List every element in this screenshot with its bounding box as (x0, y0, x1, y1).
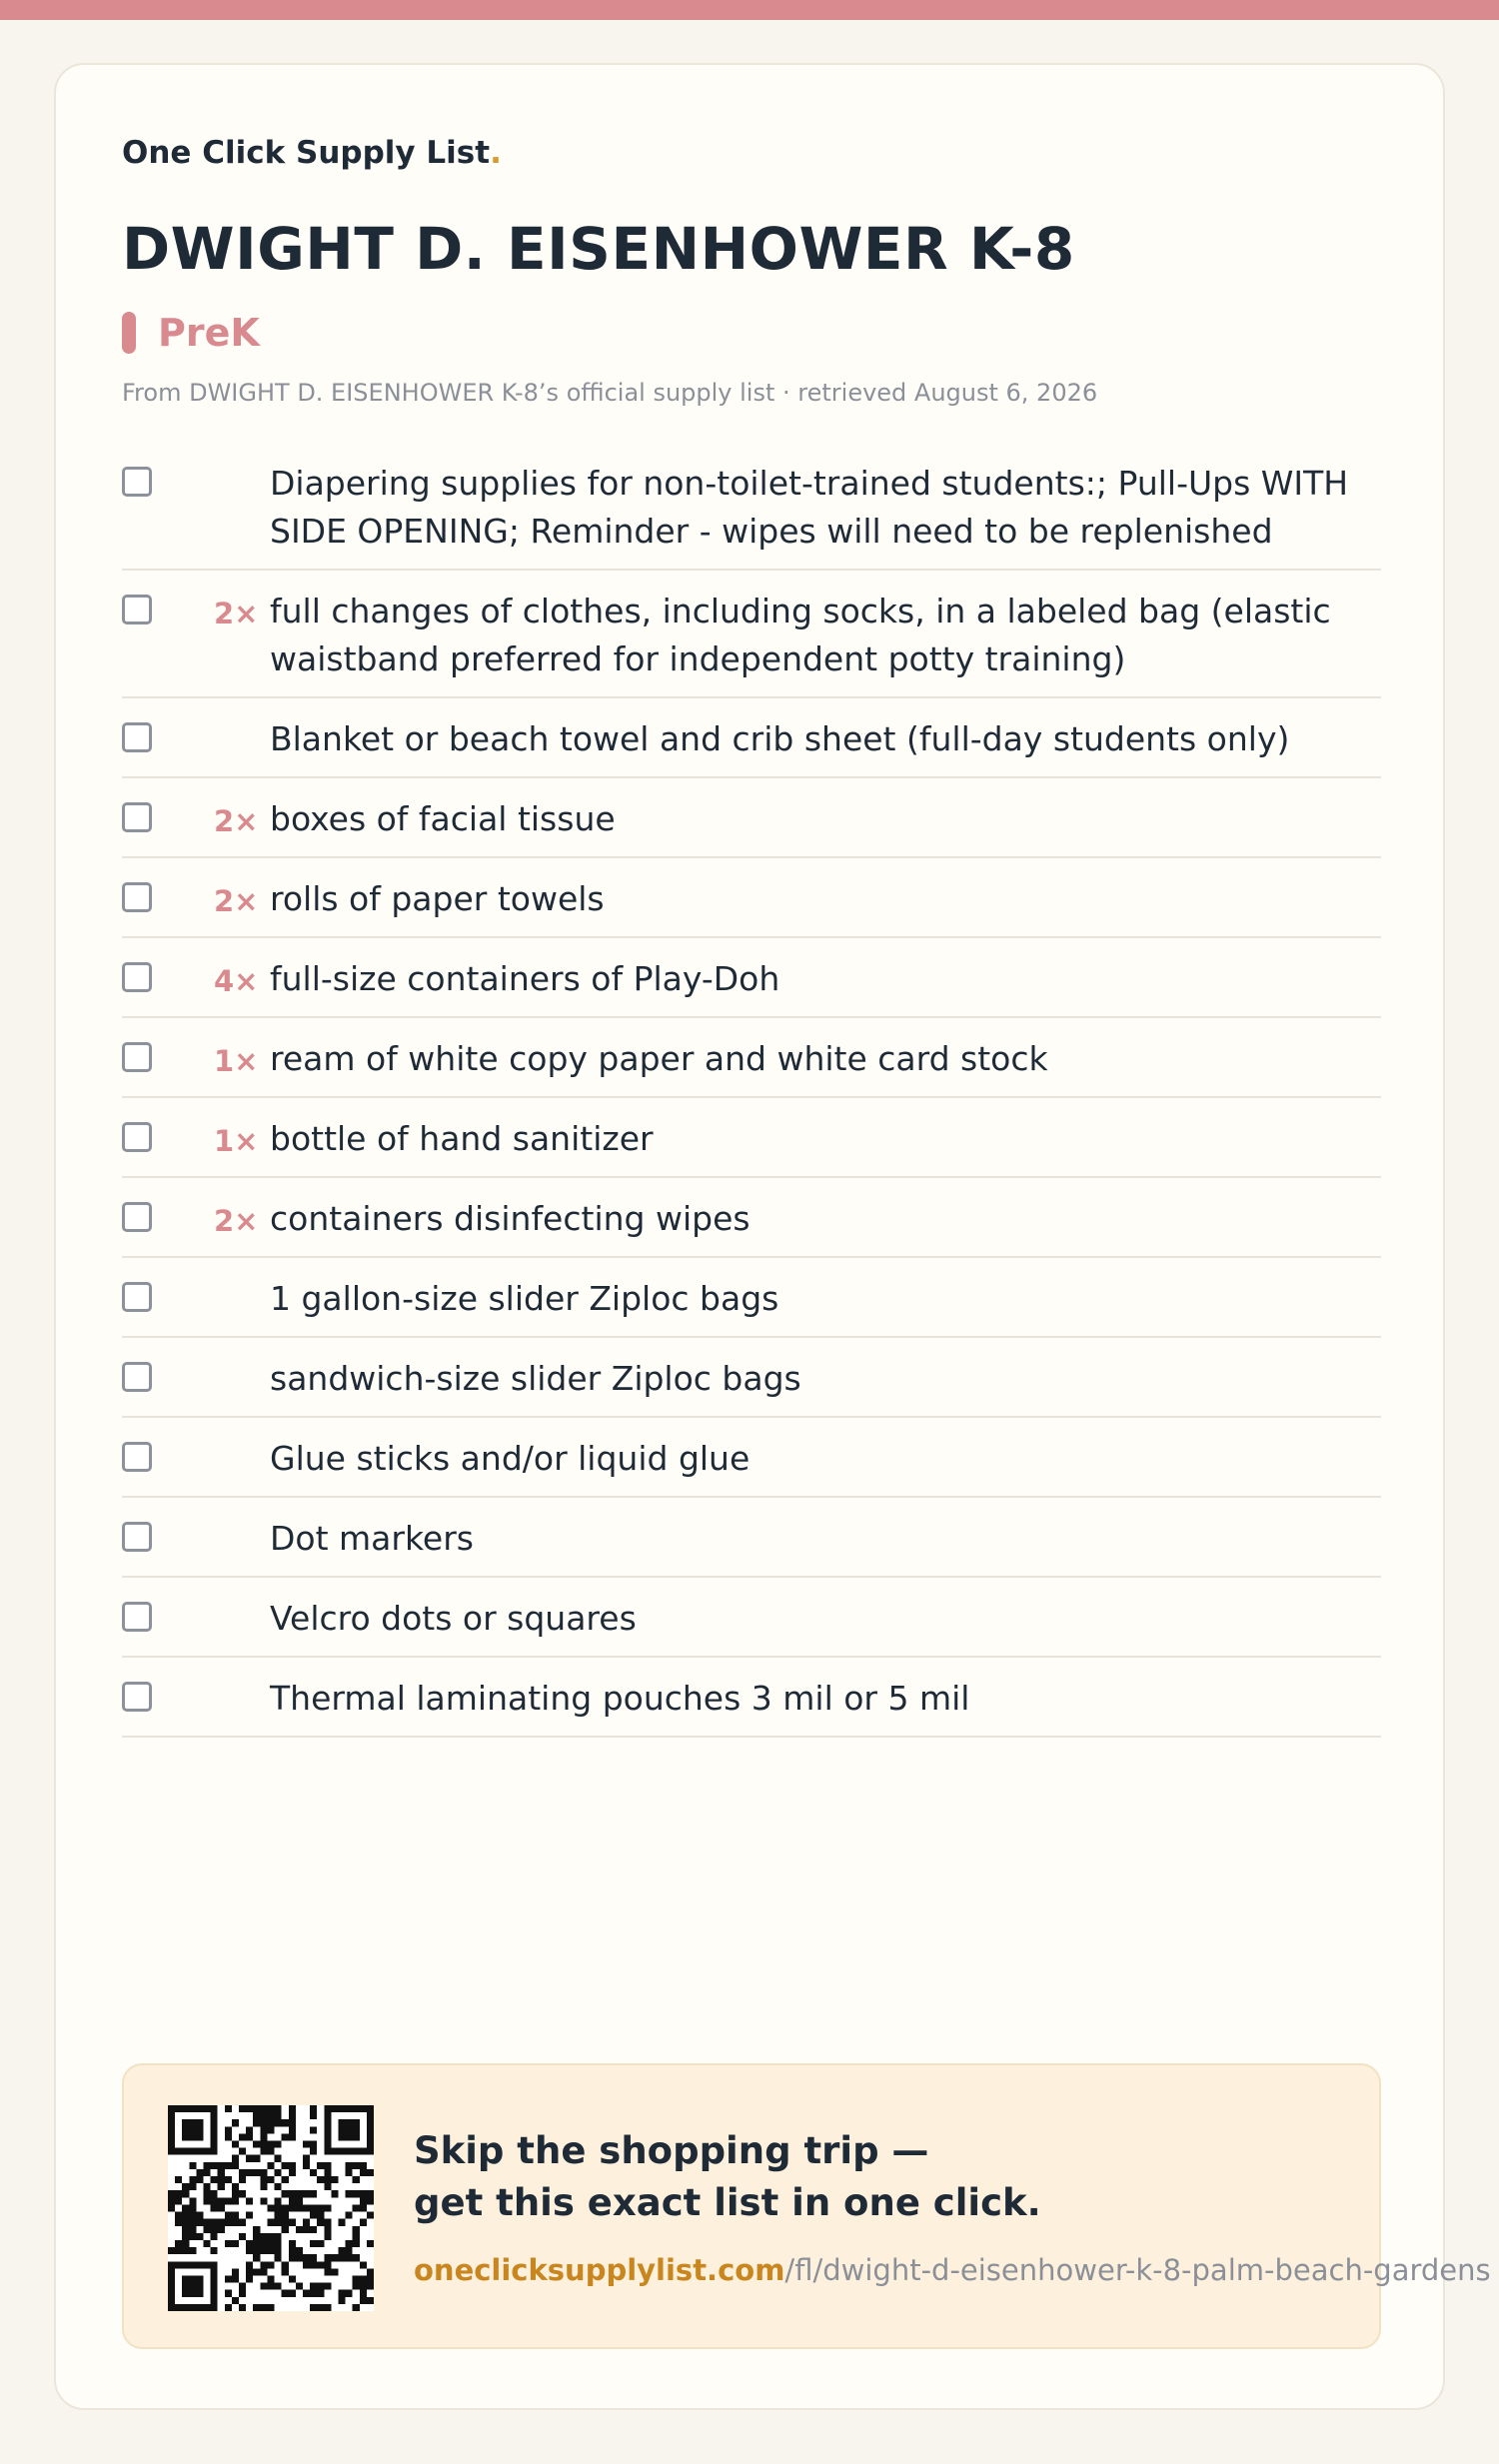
item-text: Velcro dots or squares (270, 1599, 637, 1638)
item-text: ream of white copy paper and white card stock (270, 1039, 1048, 1078)
item-checkbox[interactable] (122, 1042, 152, 1072)
item-quantity: 2× (214, 804, 259, 838)
promo-box (122, 2063, 1491, 2349)
item-checkbox[interactable] (122, 595, 152, 624)
item-text: Thermal laminating pouches 3 mil or 5 mil (270, 1679, 970, 1718)
brand-name: One Click Supply List (122, 135, 491, 171)
item-text: Blanket or beach towel and crib sheet (full-day students only) (270, 719, 1290, 758)
promo-line-2: get this exact list in one click. (414, 2181, 1041, 2224)
list-item (122, 938, 1381, 1018)
item-text: Glue sticks and/or liquid glue (270, 1439, 750, 1478)
list-item (122, 1178, 1381, 1258)
brand-dot: . (490, 135, 502, 171)
item-checkbox[interactable] (122, 1362, 152, 1392)
list-item (122, 1338, 1381, 1418)
brand-logo[interactable] (122, 135, 502, 171)
item-checkbox[interactable] (122, 1682, 152, 1712)
list-item (122, 778, 1381, 858)
list-item (122, 1018, 1381, 1098)
list-item (122, 1578, 1381, 1658)
item-text: rolls of paper towels (270, 879, 605, 918)
school-title: DWIGHT D. EISENHOWER K-8 (122, 215, 1075, 283)
grade-tag (122, 311, 260, 355)
item-checkbox[interactable] (122, 1202, 152, 1232)
supply-item-list (122, 443, 1381, 1738)
grade-label: PreK (158, 311, 260, 355)
list-item (122, 1258, 1381, 1338)
item-checkbox[interactable] (122, 1602, 152, 1632)
grade-accent-bar (122, 312, 136, 354)
item-text: bottle of hand sanitizer (270, 1119, 654, 1158)
promo-url-path: /fl/dwight-d-eisenhower-k-8-palm-beach-gardens (784, 2253, 1491, 2287)
promo-url-domain: oneclicksupplylist.com (414, 2253, 785, 2287)
item-checkbox[interactable] (122, 1522, 152, 1552)
item-text: full changes of clothes, including socks, in a labeled bag (elastic waistband preferred for independent potty training) (270, 592, 1331, 678)
promo-link[interactable] (414, 2253, 1491, 2287)
item-text: Diapering supplies for non-toilet-trained students:; Pull-Ups WITH SIDE OPENING; Reminder - wipes will need to be replenished (270, 464, 1349, 551)
list-item (122, 858, 1381, 938)
list-item (122, 698, 1381, 778)
item-text: boxes of facial tissue (270, 799, 616, 838)
item-quantity: 2× (214, 1204, 259, 1238)
item-quantity: 1× (214, 1044, 259, 1078)
source-note: From DWIGHT D. EISENHOWER K-8’s official supply list · retrieved August 6, 2026 (122, 379, 1098, 407)
list-item (122, 1498, 1381, 1578)
item-checkbox[interactable] (122, 467, 152, 497)
promo-headline (414, 2125, 1041, 2229)
top-accent-bar (0, 0, 1499, 20)
item-checkbox[interactable] (122, 1122, 152, 1152)
item-text: 1 gallon-size slider Ziploc bags (270, 1279, 779, 1318)
list-item (122, 1658, 1381, 1738)
item-text: Dot markers (270, 1519, 474, 1558)
list-item (122, 1418, 1381, 1498)
item-checkbox[interactable] (122, 802, 152, 832)
item-quantity: 1× (214, 1124, 259, 1158)
list-item (122, 571, 1381, 698)
item-checkbox[interactable] (122, 1282, 152, 1312)
supply-list-card (54, 63, 1491, 2410)
item-quantity: 2× (214, 597, 259, 630)
item-quantity: 4× (214, 964, 259, 998)
item-checkbox[interactable] (122, 722, 152, 752)
item-text: sandwich-size slider Ziploc bags (270, 1359, 801, 1398)
item-text: full-size containers of Play-Doh (270, 959, 780, 998)
item-checkbox[interactable] (122, 882, 152, 912)
list-item (122, 443, 1381, 571)
item-text: containers disinfecting wipes (270, 1199, 750, 1238)
list-item (122, 1098, 1381, 1178)
item-checkbox[interactable] (122, 1442, 152, 1472)
item-checkbox[interactable] (122, 962, 152, 992)
promo-line-1: Skip the shopping trip — (414, 2129, 929, 2172)
qr-code[interactable] (168, 2105, 374, 2311)
item-quantity: 2× (214, 884, 259, 918)
